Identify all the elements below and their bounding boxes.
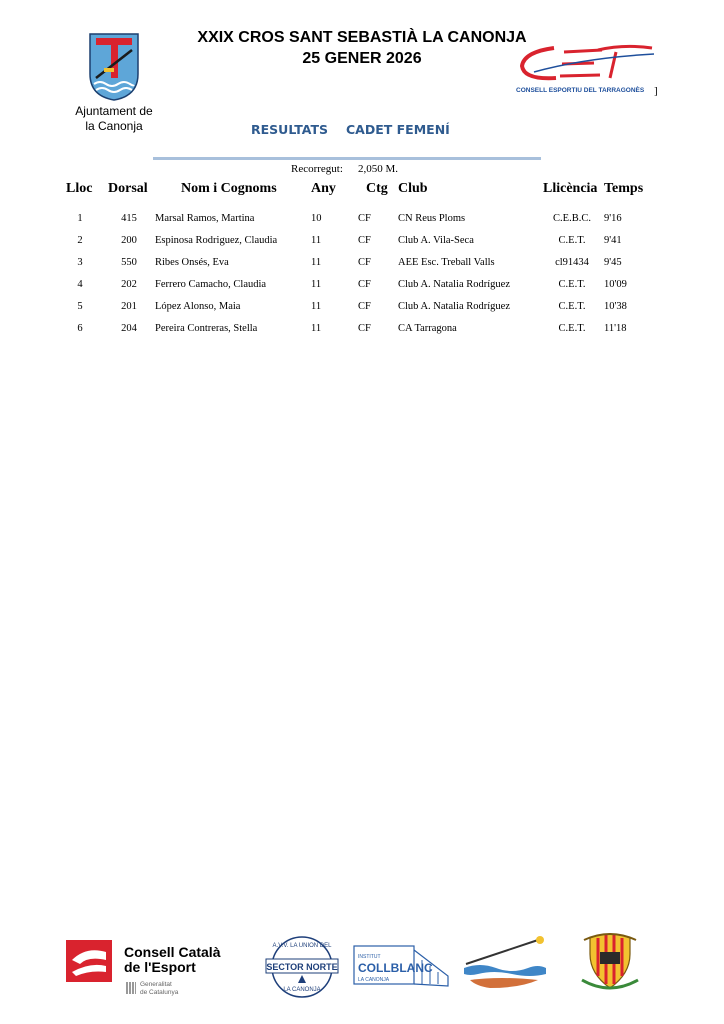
- avv-sector-norte-logo-icon: [262, 935, 342, 999]
- cell-lloc: 4: [77, 279, 83, 290]
- cell-llicencia: C.E.B.C.: [553, 213, 591, 224]
- cell-club: Club A. Vila-Seca: [398, 235, 474, 246]
- cell-ctg: CF: [358, 301, 371, 312]
- cell-dorsal: 201: [121, 301, 137, 312]
- cell-llicencia: C.E.T.: [558, 301, 586, 312]
- table-row: [0, 257, 724, 275]
- cell-lloc: 5: [77, 301, 83, 312]
- section-divider: [153, 157, 541, 160]
- cell-any: 11: [311, 279, 322, 290]
- cell-temps: 9'45: [604, 257, 622, 268]
- cell-llicencia: C.E.T.: [558, 235, 586, 246]
- cell-name: Marsal Ramos, Martina: [155, 213, 255, 224]
- cell-name: Ribes Onsés, Eva: [155, 257, 229, 268]
- sponsor-consell-catala: [66, 938, 246, 1002]
- cell-club: Club A. Natalia Rodríguez: [398, 301, 510, 312]
- svg-text:LA CANONJA: LA CANONJA: [358, 977, 390, 983]
- sponsor-fishing-logo: [460, 934, 550, 992]
- col-header-llicencia: Llicència: [543, 181, 598, 196]
- cell-any: 11: [311, 235, 322, 246]
- table-row: [0, 213, 724, 231]
- cell-ctg: CF: [358, 323, 371, 334]
- cell-name: Espinosa Rodriguez, Claudia: [155, 235, 278, 246]
- cet-logo: [514, 42, 662, 102]
- cell-ctg: CF: [358, 279, 371, 290]
- cell-name: Ferrero Camacho, Claudia: [155, 279, 267, 290]
- table-row: [0, 301, 724, 319]
- col-header-dorsal: Dorsal: [108, 181, 148, 196]
- results-table: [0, 213, 724, 345]
- cell-any: 11: [311, 301, 322, 312]
- cell-club: AEE Esc. Treball Valls: [398, 257, 495, 268]
- distance-label: Recorregut:: [291, 163, 343, 175]
- col-header-club: Club: [398, 181, 428, 196]
- event-date: 25 GENER 2026: [302, 50, 422, 67]
- cet-logo-text: CONSELL ESPORTIU DEL TARRAGONÈS: [516, 87, 645, 94]
- ajuntament-label-line2: la Canonja: [85, 119, 143, 133]
- svg-text:COLLBLANC: COLLBLANC: [358, 961, 433, 975]
- cell-ctg: CF: [358, 213, 371, 224]
- cell-ctg: CF: [358, 257, 371, 268]
- category-label: CADET FEMENÍ: [346, 122, 450, 137]
- heraldic-shield-icon: [578, 930, 642, 996]
- cell-any: 11: [311, 257, 322, 268]
- cell-lloc: 1: [77, 213, 83, 224]
- cell-dorsal: 415: [121, 213, 137, 224]
- cell-club: Club A. Natalia Rodríguez: [398, 279, 510, 290]
- consell-catala-line1: Consell Català: [124, 944, 221, 960]
- table-row: [0, 235, 724, 253]
- cell-lloc: 3: [77, 257, 83, 268]
- cet-bracket: ]: [654, 85, 658, 97]
- cell-llicencia: C.E.T.: [558, 279, 586, 290]
- col-header-any: Any: [311, 181, 336, 196]
- consell-catala-logo-icon: [66, 940, 112, 982]
- distance-value: 2,050 M.: [358, 163, 399, 175]
- col-header-temps: Temps: [604, 181, 644, 196]
- cell-dorsal: 204: [121, 323, 137, 334]
- cell-dorsal: 550: [121, 257, 137, 268]
- cell-temps: 10'09: [604, 279, 627, 290]
- generalitat-icon: [126, 982, 136, 994]
- fishing-rod-logo-icon: [460, 934, 550, 992]
- cell-temps: 11'18: [604, 323, 627, 334]
- svg-text:A.V.V. LA UNION DEL: A.V.V. LA UNION DEL: [272, 943, 332, 949]
- svg-text:INSTITUT: INSTITUT: [358, 954, 381, 960]
- cell-lloc: 6: [77, 323, 83, 334]
- col-header-lloc: Lloc: [66, 181, 93, 196]
- cet-swoosh-icon: [514, 42, 662, 86]
- ajuntament-label-line1: Ajuntament de: [75, 104, 153, 118]
- collblanc-logo-icon: [352, 940, 452, 992]
- cell-club: CN Reus Ploms: [398, 213, 466, 224]
- event-title: XXIX CROS SANT SEBASTIÀ LA CANONJA: [197, 29, 527, 46]
- cell-dorsal: 200: [121, 235, 137, 246]
- cell-temps: 9'16: [604, 213, 622, 224]
- cell-temps: 9'41: [604, 235, 622, 246]
- generalitat-line2: de Catalunya: [140, 989, 179, 996]
- results-label: RESULTATS: [251, 122, 329, 137]
- cell-name: López Alonso, Maia: [155, 301, 241, 312]
- cell-lloc: 2: [77, 235, 83, 246]
- generalitat-line1: Generalitat: [140, 981, 172, 988]
- cell-any: 11: [311, 323, 322, 334]
- cell-ctg: CF: [358, 235, 371, 246]
- sponsor-institut-collblanc: [352, 940, 452, 992]
- sponsor-shield-logo: [578, 930, 642, 996]
- cell-dorsal: 202: [121, 279, 137, 290]
- cell-llicencia: cl91434: [555, 257, 589, 268]
- cell-temps: 10'38: [604, 301, 627, 312]
- cell-any: 10: [311, 213, 322, 224]
- consell-catala-line2: de l'Esport: [124, 959, 196, 975]
- sponsor-avv-sector-norte: [262, 935, 342, 999]
- svg-text:SECTOR NORTE: SECTOR NORTE: [266, 962, 338, 972]
- col-header-ctg: Ctg: [366, 181, 388, 196]
- table-row: [0, 323, 724, 341]
- table-row: [0, 279, 724, 297]
- svg-text:LA CANONJA: LA CANONJA: [283, 987, 321, 993]
- cell-name: Pereira Contreras, Stella: [155, 323, 258, 334]
- cell-club: CA Tarragona: [398, 323, 457, 334]
- col-header-name: Nom i Cognoms: [181, 181, 277, 196]
- cell-llicencia: C.E.T.: [558, 323, 586, 334]
